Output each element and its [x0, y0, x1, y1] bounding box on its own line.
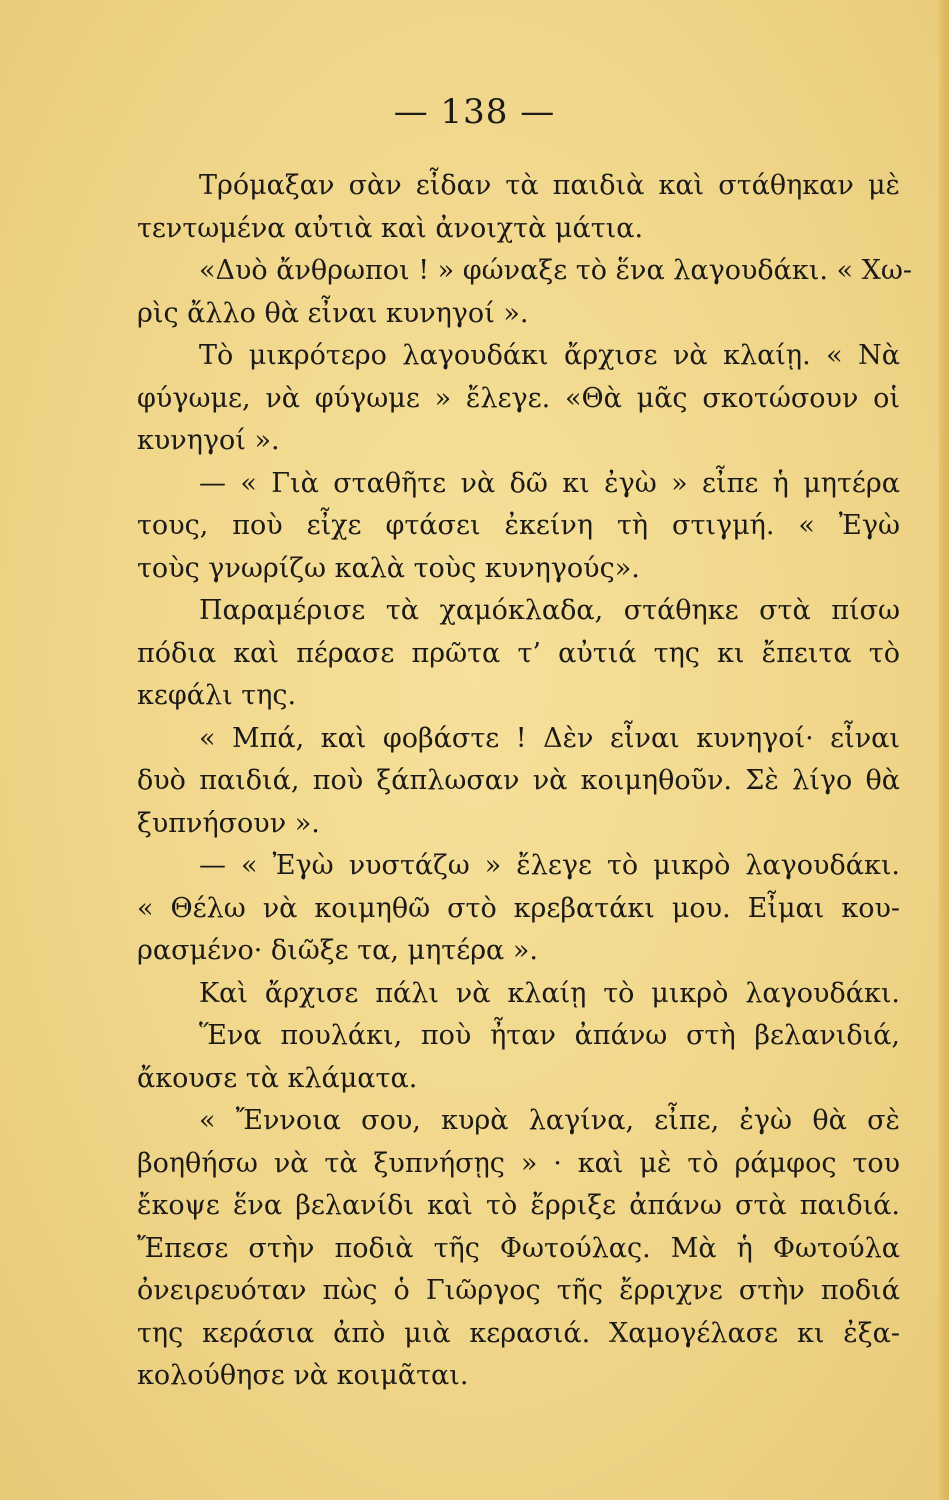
text-line: δυὸ παιδιά, ποὺ ξάπλωσαν νὰ κοιμηθοῦν. Σὲ λίγο θὰ [137, 765, 900, 796]
text-line: τοὺς γνωρίζω καλὰ τοὺς κυνηγούς». [137, 552, 640, 584]
text-line: ἔκοψε ἕνα βελανίδι καὶ τὸ ἔρριξε ἀπάνω στὰ παιδιά. [137, 1190, 900, 1221]
text-line: — « Γιὰ σταθῆτε νὰ δῶ κι ἐγὼ » εἶπε ἡ μητέρα [199, 467, 900, 499]
text-line: Ἕνα πουλάκι, ποὺ ἦταν ἀπάνω στὴ βελανιδιά, [199, 1020, 900, 1051]
text-line: « Θέλω νὰ κοιμηθῶ στὸ κρεβατάκι μου. Εἶμαι κου- [137, 892, 900, 924]
text-line: Καὶ ἄρχισε πάλι νὰ κλαίῃ τὸ μικρὸ λαγουδάκι. [199, 977, 900, 1009]
text-line: τους, ποὺ εἶχε φτάσει ἐκείνη τὴ στιγμή. « Ἐγὼ [137, 510, 900, 541]
text-line: — « Ἐγὼ νυστάζω » ἔλεγε τὸ μικρὸ λαγουδάκι. [199, 850, 900, 881]
text-line: βοηθήσω νὰ τὰ ξυπνήσῃς » · καὶ μὲ τὸ ράμφος του [137, 1147, 900, 1179]
text-line: Τρόμαξαν σὰν εἶδαν τὰ παιδιὰ καὶ στάθηκαν μὲ [199, 170, 900, 201]
text-line: ἄκουσε τὰ κλάματα. [137, 1062, 418, 1094]
text-line: πόδια καὶ πέρασε πρῶτα τ’ αὐτιά της κι ἔπειτα τὸ [137, 637, 900, 669]
text-line: τεντωμένα αὐτιὰ καὶ ἀνοιχτὰ μάτια. [137, 212, 644, 244]
text-line: ρασμένο· διῶξε τα, μητέρα ». [137, 935, 538, 966]
text-line: «Δυὸ ἄνθρωποι ! » φώναξε τὸ ἕνα λαγουδάκι. « Χω- [199, 255, 912, 286]
text-line: της κεράσια ἀπὸ μιὰ κερασιά. Χαμογέλασε κι ἐξα- [137, 1317, 900, 1349]
text-line: κολούθησε νὰ κοιμᾶται. [137, 1360, 469, 1391]
page-number: — 138 — [393, 92, 556, 132]
body-text [137, 165, 912, 1398]
text-line: κυνηγοί ». [137, 425, 280, 456]
text-line: Παραμέρισε τὰ χαμόκλαδα, στάθηκε στὰ πίσω [199, 595, 900, 626]
text-line: φύγωμε, νὰ φύγωμε » ἔλεγε. «Θὰ μᾶς σκοτώσουν οἱ [137, 382, 900, 414]
text-line: ρὶς ἄλλο θὰ εἶναι κυνηγοί ». [137, 297, 529, 329]
text-line: Τὸ μικρότερο λαγουδάκι ἄρχισε νὰ κλαίῃ. « Νὰ [199, 340, 900, 371]
text-line: « Μπά, καὶ φοβάστε ! Δὲν εἶναι κυνηγοί· εἶναι [199, 722, 900, 754]
page-edge [939, 0, 949, 1500]
text-line: ξυπνήσουν ». [137, 807, 320, 839]
text-line: Ἔπεσε στὴν ποδιὰ τῆς Φωτούλας. Μὰ ἡ Φωτούλα [137, 1232, 900, 1264]
text-line: κεφάλι της. [137, 680, 297, 711]
text-line: « Ἔννοια σου, κυρὰ λαγίνα, εἶπε, ἐγὼ θὰ σὲ [199, 1105, 900, 1136]
text-line: ὀνειρευόταν πὼς ὁ Γιῶργος τῆς ἔρριχνε στὴν ποδιά [137, 1275, 900, 1306]
